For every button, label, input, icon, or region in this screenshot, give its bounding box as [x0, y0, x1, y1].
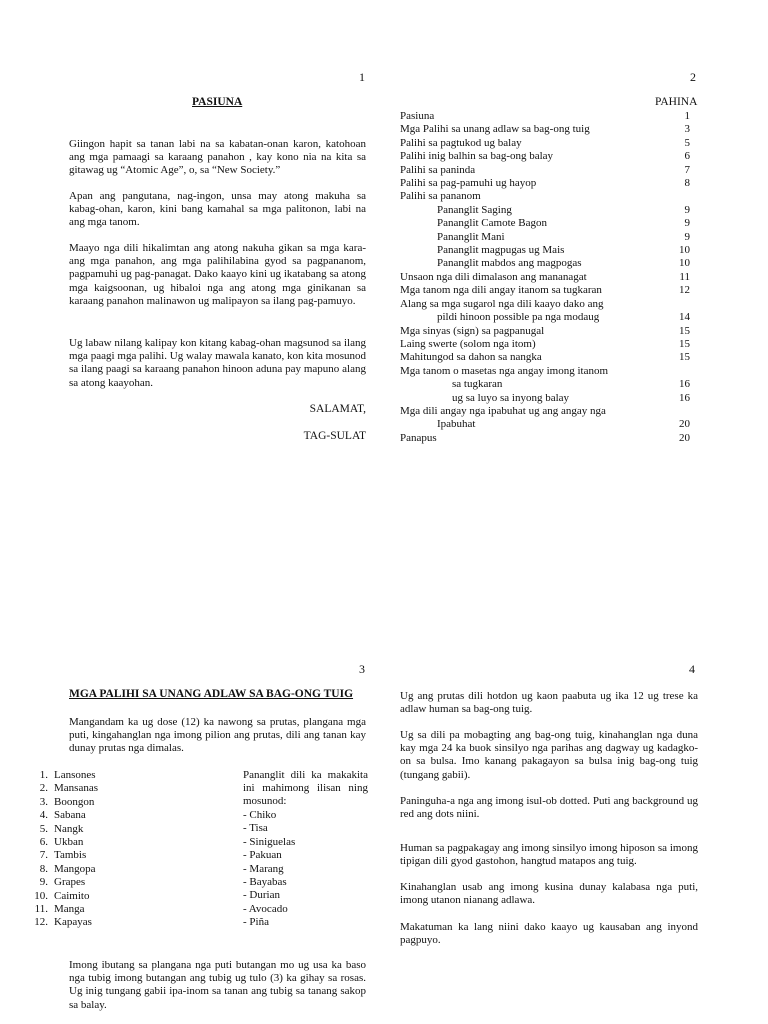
toc-entry-title: Laing swerte (solom nga itom): [400, 337, 536, 350]
toc-entry: [400, 351, 690, 364]
substitute-item: - Siniguelas: [243, 835, 296, 848]
paragraph: Ug ang prutas dili hotdon ug kaon paabuta ug ika 12 ug trese ka adlaw human sa bag-ong tuig.: [400, 690, 698, 716]
toc-entry: [400, 150, 690, 163]
toc-entry-page: 10: [679, 257, 690, 270]
list-item-number: 1.: [39, 769, 48, 781]
list-item-number: 8.: [39, 862, 48, 875]
toc-entry: [400, 365, 690, 378]
toc-entry-title: Palihi sa paninda: [400, 163, 476, 176]
toc-entry-page: 15: [679, 324, 690, 337]
list-item: [18, 863, 178, 876]
toc-entry-page: 11: [679, 270, 690, 283]
list-item-label: Mangopa: [54, 862, 96, 875]
list-item-label: Manga: [54, 903, 85, 916]
toc-entry-title: Pananglit Mani: [437, 230, 505, 243]
paragraph: Paninguha-a nga ang imong isul-ob dotted. Puti ang background ug red ang dots niini.: [400, 795, 698, 821]
page-2: [384, 0, 768, 512]
toc-entry-page: 9: [684, 230, 690, 243]
page-number: 1: [359, 70, 365, 84]
toc-entry: [400, 204, 690, 217]
toc-entry: [400, 325, 690, 338]
toc-entry-title: Palihi sa pag-pamuhi ug hayop: [400, 177, 537, 190]
page-number: 3: [359, 662, 365, 676]
toc-entry-page: 8: [684, 177, 690, 190]
page-number: 2: [690, 70, 696, 84]
toc-entry-title: Pananglit Saging: [437, 203, 512, 216]
toc-entry-title: Alang sa mga sugarol nga dili kaayo dako ang: [400, 297, 604, 310]
list-item: [18, 849, 178, 862]
toc-entry-page: 9: [684, 203, 690, 216]
paragraph: Kinahanglan usab ang imong kusina dunay kalabasa nga puti, imong utanon nianang adlawa.: [400, 881, 698, 907]
toc-entry-page: [668, 298, 690, 311]
list-item-number: 6.: [39, 836, 48, 849]
list-item-label: Mansanas: [54, 782, 98, 795]
list-item-label: Boongon: [54, 795, 95, 808]
toc-entry-title: Pananglit magpugas ug Mais: [437, 244, 565, 257]
toc-entry-page: 7: [684, 163, 690, 176]
toc-entry: [400, 217, 690, 230]
list-item-number: 11.: [34, 903, 48, 916]
toc-entry: [400, 164, 690, 177]
substitute-item: - Chiko: [243, 809, 277, 821]
toc-entry: [400, 311, 690, 324]
toc-entry: [400, 271, 690, 284]
substitute-note: Pananglit dili ka makakita ini mahimong ilisan ning mosunod:: [243, 769, 368, 808]
toc-entry-title: Mga Palihi sa unang adlaw sa bag-ong tuig: [400, 123, 590, 136]
substitute-list: [243, 809, 368, 930]
toc-entry-title: Mahitungod sa dahon sa nangka: [400, 351, 542, 364]
list-item: [18, 903, 178, 916]
toc-entry-page: 12: [679, 284, 690, 297]
list-item: [18, 769, 178, 782]
list-item-label: Lansones: [54, 769, 96, 781]
toc-entry: [400, 392, 690, 405]
list-item-number: 2.: [39, 782, 48, 795]
list-item: [18, 876, 178, 889]
toc-entry-title: Mga tanom nga dili angay itanom sa tugkaran: [400, 284, 602, 297]
list-item-number: 10.: [34, 889, 48, 902]
toc-entry-page: [668, 405, 690, 418]
toc-entry-title: Pasiuna: [400, 110, 435, 122]
toc-entry-page: 16: [679, 378, 690, 391]
toc-header: PAHINA: [655, 96, 698, 108]
toc-entry: [400, 190, 690, 203]
toc-entry-page: 6: [684, 150, 690, 163]
toc-entry: [400, 177, 690, 190]
list-item-number: 4.: [39, 809, 48, 822]
table-of-contents: [400, 110, 690, 445]
toc-entry: [400, 284, 690, 297]
list-item-label: Sabana: [54, 809, 86, 822]
toc-entry-title: sa tugkaran: [452, 378, 503, 391]
toc-entry-title: Pananglit Camote Bagon: [437, 217, 547, 230]
toc-entry: [400, 123, 690, 136]
substitute-item: - Pakuan: [243, 849, 282, 862]
toc-entry-title: Pananglit mabdos ang magpogas: [437, 257, 582, 270]
list-item-number: 9.: [39, 876, 48, 889]
paragraph: Human sa pagpakagay ang imong sinsilyo imong hiposon sa imong tipigan dili gyod gastohon, hangtud matapos ang tuig.: [400, 842, 698, 868]
toc-entry-page: 14: [679, 311, 690, 324]
toc-entry-title: Mga tanom o masetas nga angay imong itanom: [400, 364, 609, 377]
list-item-number: 12.: [34, 916, 48, 929]
fruit-list: [18, 769, 178, 930]
page-4: [384, 512, 768, 1024]
list-item: [18, 809, 178, 822]
list-item-number: 5.: [39, 822, 48, 835]
toc-entry-page: 15: [679, 351, 690, 364]
toc-entry-page: 20: [679, 431, 690, 444]
toc-entry: [400, 137, 690, 150]
substitute-item: - Piña: [243, 916, 269, 929]
toc-entry-page: 15: [679, 337, 690, 350]
paragraph: Giingon hapit sa tanan labi na sa kabatan-onan karon, katohoan ang mga pamaagi sa karaang panahon , kay kono nia na kita sa gitawag ug “Atomic Age”, o, sa “New Society.”: [69, 138, 366, 177]
toc-entry-page: [668, 190, 690, 203]
list-item-number: 7.: [39, 849, 48, 862]
list-item-label: Nangk: [54, 822, 84, 835]
substitute-item: - Bayabas: [243, 876, 287, 889]
page-3: [0, 512, 384, 1024]
list-item: [18, 823, 178, 836]
list-item: [18, 916, 178, 929]
list-item: [18, 836, 178, 849]
toc-entry: [400, 298, 690, 311]
toc-entry: [400, 231, 690, 244]
toc-entry-page: 1: [684, 110, 690, 122]
paragraph: Ug labaw nilang kalipay kon kitang kabag-ohan magsunod sa ilang mga paagi mga palihi. Ug walay mawala kanato, kon kita mosunod sa ilang paagi sa karaang panahon hinoon aduna pay mapuno alang sa atong kaayohan.: [69, 337, 366, 389]
toc-entry-title: Mga sinyas (sign) sa pagpanugal: [400, 324, 545, 337]
list-item-label: Tambis: [54, 849, 87, 862]
substitute-item: - Durian: [243, 889, 280, 902]
paragraph: Maayo nga dili hikalimtan ang atong nakuha gikan sa mga kara-ang mga panahon, ang mga palihilabina gyod sa pagpananom, pagpamuhi ug pag-panagat. Dako kaayo kini ug ikatabang sa atong mga kaigsoonan, ug hibaloi nga ang atong mga ginikanan sa karaang panahon malinawon ug malipayon sa ilang pag-pamuyo.: [69, 242, 366, 307]
toc-entry-title: Ipabuhat: [437, 418, 476, 431]
page-1: [0, 0, 384, 512]
section-title: MGA PALIHI SA UNANG ADLAW SA BAG-ONG TUIG: [69, 688, 354, 700]
toc-entry: [400, 338, 690, 351]
paragraph: Imong ibutang sa plangana nga puti butangan mo ug usa ka baso nga tubig imong butangan ang tubig ug tulo (3) ka gihay sa rosas. Ug inig tungang gabii ipa-inom sa tanan ang tubig sa tanang sakop sa balay.: [69, 959, 366, 1011]
toc-entry-page: 5: [684, 136, 690, 149]
list-item-label: Grapes: [54, 876, 86, 889]
toc-entry-page: 20: [679, 418, 690, 431]
page-number: 4: [689, 662, 695, 676]
substitute-item: - Tisa: [243, 822, 268, 835]
toc-entry-title: Mga dili angay nga ipabuhat ug ang angay nga: [400, 404, 606, 417]
toc-entry-title: Palihi sa pagtukod ug balay: [400, 136, 522, 149]
paragraph: Apan ang pangutana, nag-ingon, unsa may atong makuha sa kabag-ohan, karon, kini bang kamahal sa mga palitonon, labi na ang mga tanom.: [69, 190, 366, 229]
list-item: [18, 890, 178, 903]
list-item-label: Kapayas: [54, 916, 92, 929]
list-item: [18, 796, 178, 809]
signature: TAG-SULAT: [303, 430, 366, 442]
paragraph: Makatuman ka lang niini dako kaayo ug kausaban ang inyond pagpuyo.: [400, 921, 698, 947]
toc-entry-page: 10: [679, 244, 690, 257]
toc-entry-page: 16: [679, 391, 690, 404]
list-item-number: 3.: [39, 795, 48, 808]
page-title: PASIUNA: [192, 96, 243, 108]
substitute-item: - Marang: [243, 862, 284, 875]
toc-entry: [400, 244, 690, 257]
toc-entry-page: 9: [684, 217, 690, 230]
toc-entry-title: Unsaon nga dili dimalason ang mananagat: [400, 270, 587, 283]
toc-entry-title: Palihi inig balhin sa bag-ong balay: [400, 150, 554, 163]
substitute-item: - Avocado: [243, 902, 288, 915]
list-item-label: Ukban: [54, 836, 84, 849]
toc-entry: [400, 405, 690, 418]
toc-entry-page: 3: [684, 123, 690, 136]
toc-entry: [400, 257, 690, 270]
toc-entry-title: ug sa luyo sa inyong balay: [452, 391, 570, 404]
toc-entry: [400, 432, 690, 445]
toc-entry: [400, 378, 690, 391]
list-item: [18, 782, 178, 795]
toc-entry-title: pildi hinoon possible pa nga modaug: [437, 311, 600, 324]
paragraph: Mangandam ka ug dose (12) ka nawong sa prutas, plangana mga puti, kingahanglan nga imong pilion ang prutas, dili ang tanan kay dunay prutas nga dimalas.: [69, 716, 366, 755]
paragraph: Ug sa dili pa mobagting ang bag-ong tuig, kinahanglan nga duna kay mga 24 ka buok sinsilyo nga parihas ang dagway ug kadagko-on sa bulsa. Imo kanang pakagayon sa bulsa inig bag-ong tuig (tungang gabii).: [400, 729, 698, 781]
toc-entry-title: Palihi sa pananom: [400, 190, 481, 203]
closing: SALAMAT,: [309, 403, 366, 415]
toc-entry-title: Panapus: [400, 431, 437, 444]
toc-entry: [400, 110, 690, 123]
list-item-label: Caimito: [54, 889, 90, 902]
toc-entry-page: [668, 365, 690, 378]
toc-entry: [400, 418, 690, 431]
